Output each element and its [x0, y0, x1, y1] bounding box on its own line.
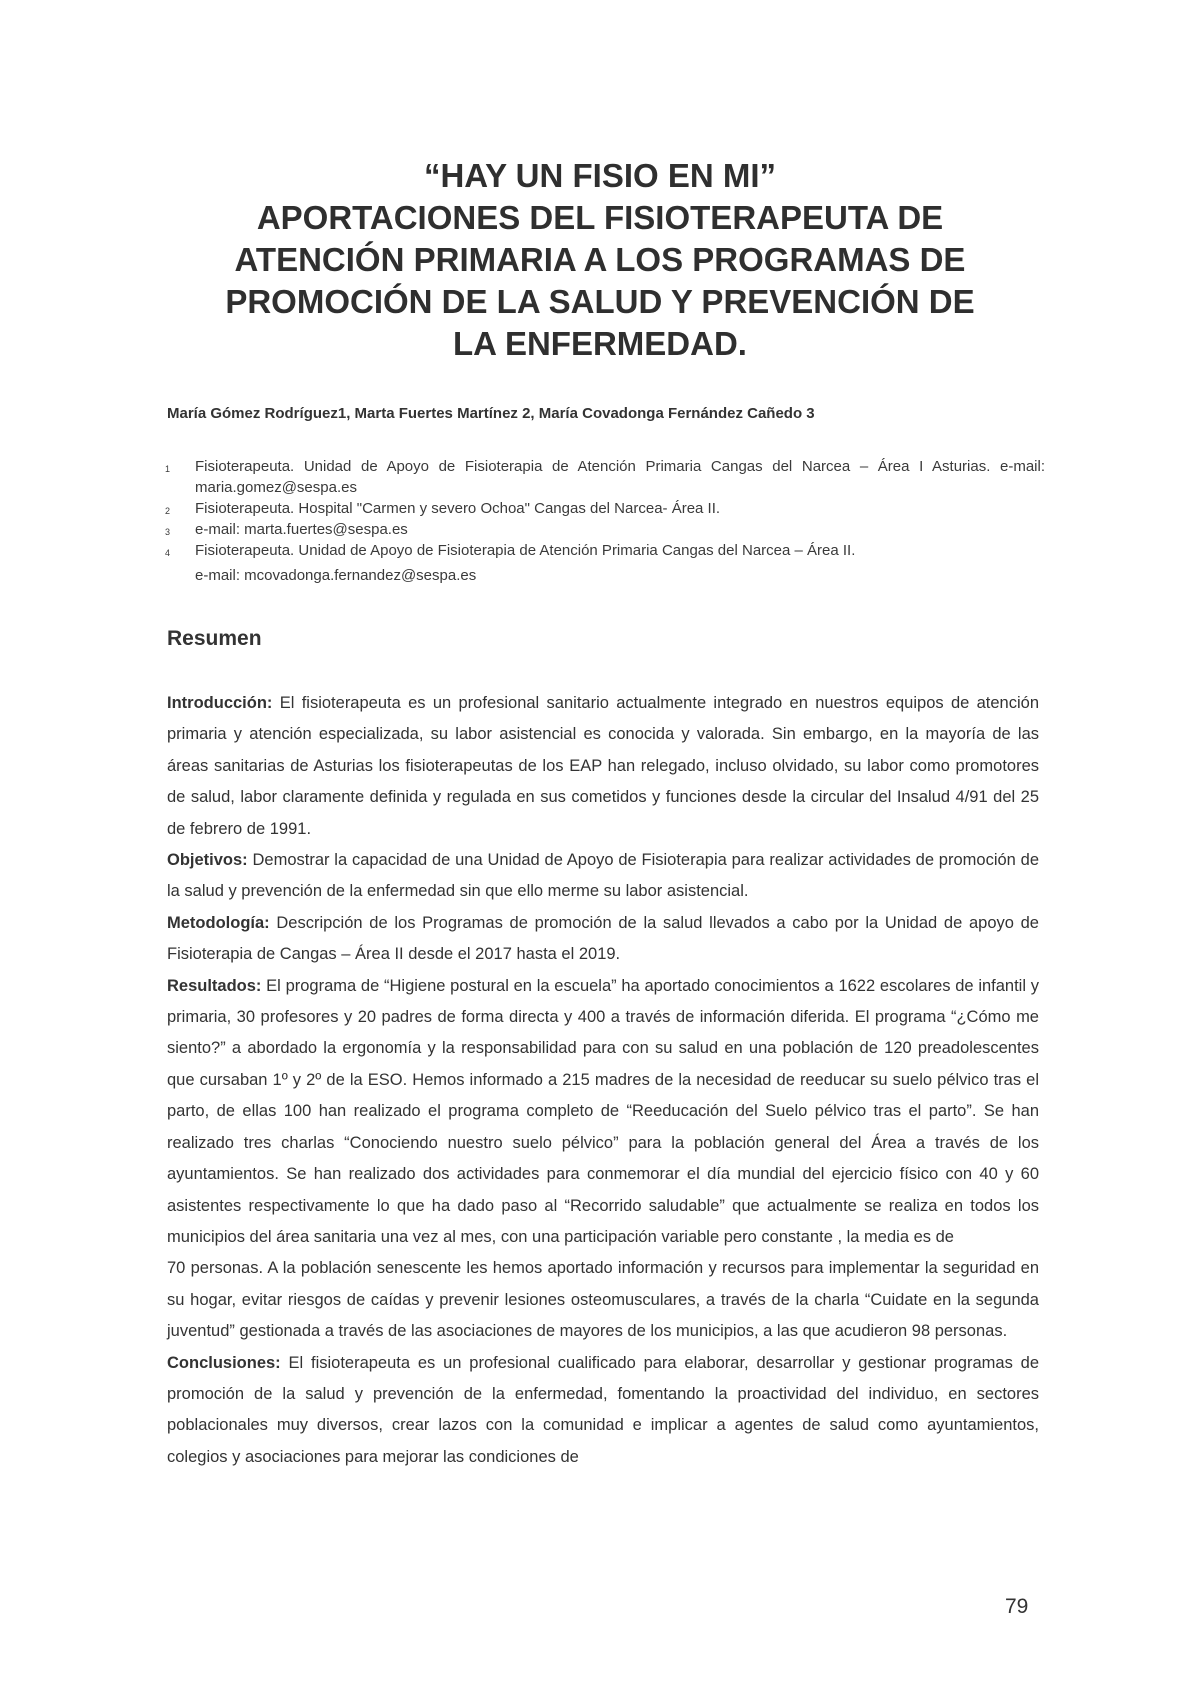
methodology-text: Descripción de los Programas de promoción de la salud llevados a cabo por la Unidad de apoyo de Fisioterapia de Cangas – Área II desde el 2017 hasta el 2019. [167, 913, 1039, 964]
affiliation-4-email: e-mail: mcovadonga.fernandez@sespa.es [195, 567, 477, 584]
affiliation-number: 4 [165, 548, 171, 558]
abstract-body [167, 688, 1039, 1473]
affiliation-text: e-mail: marta.fuertes@sespa.es [195, 521, 408, 538]
methodology-label: Metodología: [167, 913, 270, 932]
affiliation-number: 1 [165, 464, 171, 474]
section-heading: Resumen [167, 627, 262, 650]
results-label: Resultados: [167, 976, 262, 995]
affiliation-1 [165, 456, 1045, 498]
affiliation-2 [165, 498, 1045, 519]
affiliation-text: Fisioterapeuta. Unidad de Apoyo de Fisioterapia de Atención Primaria Cangas del Narcea – Área II. [195, 542, 856, 559]
conclusions-label: Conclusiones: [167, 1353, 281, 1372]
author-list: María Gómez Rodríguez1, Marta Fuertes Martínez 2, María Covadonga Fernández Cañedo 3 [167, 405, 815, 422]
introduction-label: Introducción: [167, 694, 273, 712]
abstract-objectives [167, 845, 1039, 908]
title-line-3: ATENCIÓN PRIMARIA A LOS PROGRAMAS DE [234, 241, 966, 278]
objectives-label: Objetivos: [167, 851, 248, 870]
affiliation-3 [165, 519, 1045, 540]
results-text-continued: 70 personas. A la población senescente les hemos aportado información y recursos para implementar la seguridad en su hogar, evitar riesgos de caídas y prevenir lesiones osteomusculares, a través de la charla “Cuidate en la segunda juventud” gestionada a través de las asociaciones de mayores de los municipios, a las que acudieron 98 personas. [167, 1259, 1039, 1341]
affiliation-4 [165, 540, 1045, 561]
paper-title [130, 155, 1070, 365]
affiliation-number: 2 [165, 506, 171, 516]
title-line-5: LA ENFERMEDAD. [453, 325, 747, 362]
abstract-methodology [167, 908, 1039, 971]
abstract-results [167, 971, 1039, 1254]
affiliation-list [165, 456, 1045, 586]
page-number: 79 [1005, 1595, 1029, 1618]
abstract-conclusions [167, 1348, 1039, 1474]
title-line-1: “HAY UN FISIO EN MI” [423, 157, 777, 194]
affiliation-text: Fisioterapeuta. Unidad de Apoyo de Fisioterapia de Atención Primaria Cangas del Narcea – Área I Asturias. e-mail: maria.gomez@sespa.es [195, 458, 1045, 496]
abstract-introduction [167, 688, 1039, 845]
abstract-results-continued [167, 1253, 1039, 1347]
objectives-text: Demostrar la capacidad de una Unidad de Apoyo de Fisioterapia para realizar actividades de promoción de la salud y prevención de la enfermedad sin que ello merme su labor asistencial. [167, 851, 1039, 901]
conclusions-text: El fisioterapeuta es un profesional cualificado para elaborar, desarrollar y gestionar programas de promoción de la salud y prevención de la enfermedad, fomentando la proactividad del individuo, en sectores poblacionales muy diversos, crear lazos con la comunidad e implicar a agentes de salud como ayuntamientos, colegios y asociaciones para mejorar las condiciones de [167, 1353, 1039, 1466]
affiliation-number: 3 [165, 527, 171, 537]
results-text: El programa de “Higiene postural en la escuela” ha aportado conocimientos a 1622 escolares de infantil y primaria, 30 profesores y 20 padres de forma directa y 400 a través de información diferida. El programa “¿Cómo me siento?” a abordado la ergonomía y la responsabilidad para con su salud en una población de 120 preadolescentes que cursaban 1º y 2º de la ESO. Hemos informado a 215 madres de la necesidad de reeducar su suelo pélvico tras el parto, de ellas 100 han realizado el programa completo de “Reeducación del Suelo pélvico tras el parto”. Se han realizado tres charlas “Conociendo nuestro suelo pélvico” para la población general del Área a través de los ayuntamientos. Se han realizado dos actividades para conmemorar el día mundial del ejercicio físico con 40 y 60 asistentes respectivamente lo que ha dado paso al “Recorrido saludable” que actualmente se realiza en todos los municipios del área sanitaria una vez al mes, con una participación variable pero constante , la media es de [167, 976, 1039, 1246]
title-line-4: PROMOCIÓN DE LA SALUD Y PREVENCIÓN DE [225, 283, 975, 320]
affiliation-text: Fisioterapeuta. Hospital "Carmen y severo Ochoa" Cangas del Narcea- Área II. [195, 500, 721, 517]
title-line-2: APORTACIONES DEL FISIOTERAPEUTA DE [256, 199, 944, 236]
introduction-text: El fisioterapeuta es un profesional sanitario actualmente integrado en nuestros equipos de atención primaria y atención especializada, su labor asistencial es conocida y valorada. Sin embargo, en la mayoría de las áreas sanitarias de Asturias los fisioterapeutas de los EAP han relegado, incluso olvidado, su labor como promotores de salud, labor claramente definida y regulada en sus cometidos y funciones desde la circular del Insalud 4/91 del 25 de febrero de 1991. [167, 694, 1039, 838]
